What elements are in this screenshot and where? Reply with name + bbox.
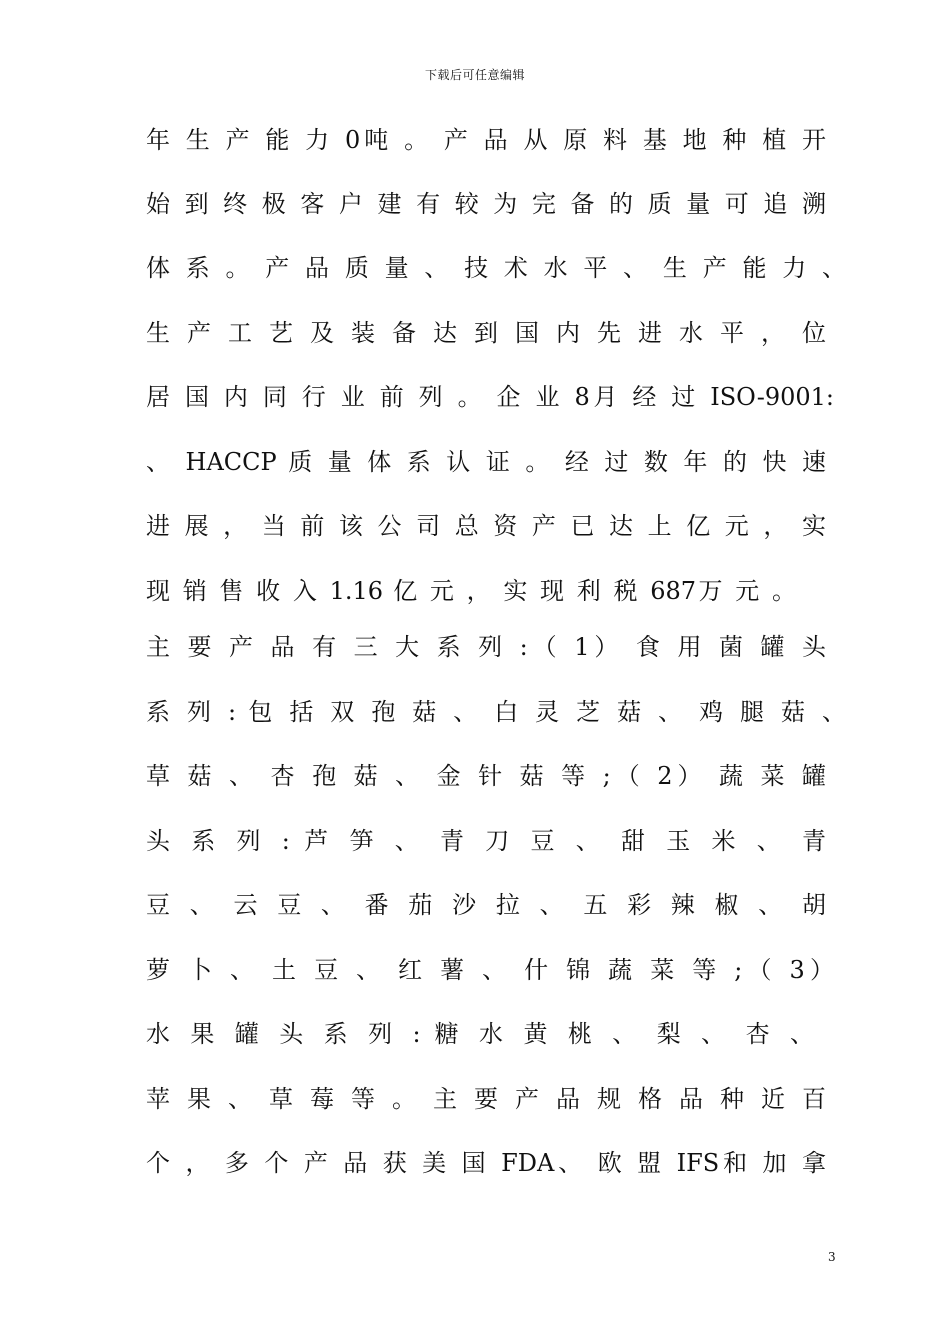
text-line: 始 到 终 极 客 户 建 有 较 为 完 备 的 质 量 可 追 溯 [146,190,826,218]
text-line: 草 菇 、 杏 孢 菇 、 金 针 菇 等 ;（ 2） 蔬 菜 罐 [146,762,826,790]
text-line: 居 国 内 同 行 业 前 列 。 企 业 8月 经 过 ISO-9001: [146,383,834,411]
text-line: 水 果 罐 头 系 列 : 糖 水 黄 桃 、 梨 、 杏 、 [146,1020,814,1048]
text-line: 豆 、 云 豆 、 番 茄 沙 拉 、 五 彩 辣 椒 、 胡 [146,891,826,919]
text-line: 萝 卜 、 土 豆 、 红 薯 、 什 锦 蔬 菜 等 ;（ 3） [146,956,834,984]
text-line: 苹 果 、 草 莓 等 。 主 要 产 品 规 格 品 种 近 百 [146,1085,826,1113]
text-line: 现 销 售 收 入 1.16 亿 元 ， 实 现 利 税 687万 元 。 [146,577,796,605]
text-line: 年 生 产 能 力 0吨 。 产 品 从 原 料 基 地 种 植 开 [146,126,826,154]
text-line: 头 系 列 : 芦 笋 、 青 刀 豆 、 甜 玉 米 、 青 [146,827,826,855]
page-header: 下载后可任意编辑 [424,68,525,82]
text-line: 进 展 ， 当 前 该 公 司 总 资 产 已 达 上 亿 元 ， 实 [146,512,826,540]
text-line: 个 ， 多 个 产 品 获 美 国 FDA、 欧 盟 IFS和 加 拿 [146,1149,826,1177]
text-line: 生 产 工 艺 及 装 备 达 到 国 内 先 进 水 平 ， 位 [146,319,826,347]
page-number: 3 [828,1250,836,1264]
text-line: 主 要 产 品 有 三 大 系 列 :（ 1） 食 用 菌 罐 头 [146,633,826,661]
text-line: 体 系 。 产 品 质 量 、 技 术 水 平 、 生 产 能 力 、 [146,254,846,282]
text-line: 系 列 : 包 括 双 孢 菇 、 白 灵 芝 菇 、 鸡 腿 菇 、 [146,698,846,726]
text-line: 、 HACCP 质 量 体 系 认 证 。 经 过 数 年 的 快 速 [146,448,826,476]
